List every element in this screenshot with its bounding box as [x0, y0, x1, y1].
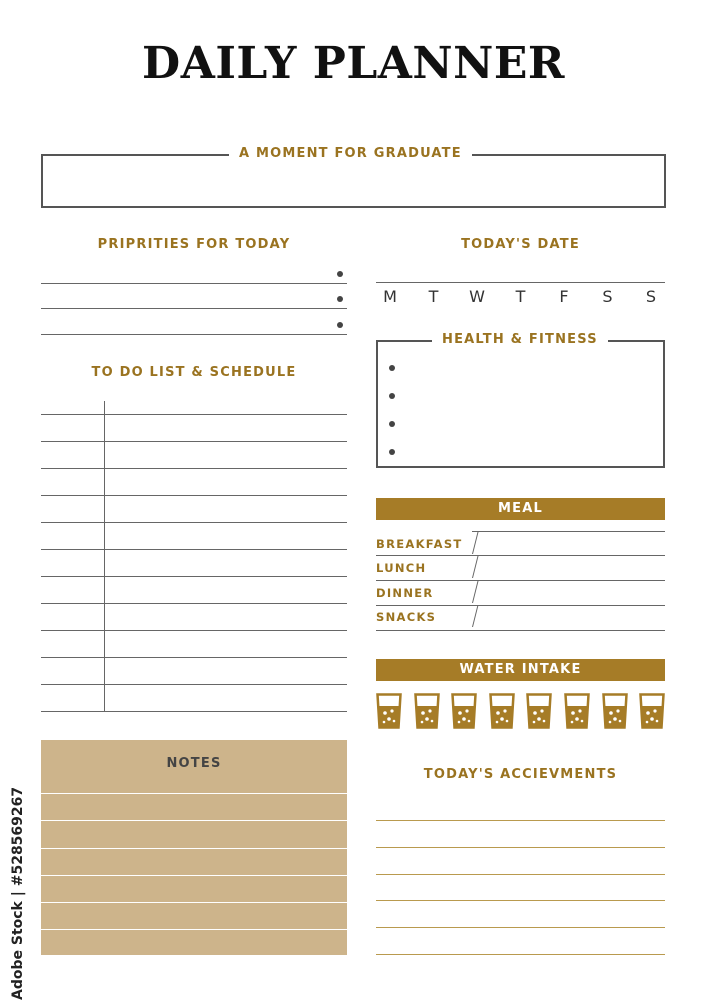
notes-line[interactable] [41, 902, 347, 903]
achievement-line[interactable] [376, 820, 665, 821]
health-bullet [389, 421, 395, 427]
weekday-3[interactable]: T [515, 287, 526, 306]
priority-bullet [337, 271, 343, 277]
stock-watermark: Adobe Stock | #528569267 [10, 786, 26, 1000]
todo-row-line[interactable] [41, 414, 347, 415]
meal-divider [472, 556, 478, 578]
weekday-5[interactable]: S [602, 287, 613, 306]
todo-row-line[interactable] [41, 603, 347, 604]
priority-line[interactable] [41, 334, 347, 335]
health-bullet [389, 365, 395, 371]
priorities-heading: PRIPRITIES FOR TODAY [97, 237, 291, 252]
moment-box[interactable] [41, 154, 666, 208]
todo-row-line[interactable] [41, 495, 347, 496]
health-heading: HEALTH & FITNESS [432, 332, 608, 347]
moment-heading: A MOMENT FOR GRADUATE [229, 146, 472, 161]
health-bullet [389, 449, 395, 455]
priority-bullet [337, 296, 343, 302]
water-glass-icon[interactable] [451, 693, 477, 729]
weekday-2[interactable]: W [469, 287, 485, 306]
todo-row-line[interactable] [41, 549, 347, 550]
achievement-line[interactable] [376, 927, 665, 928]
meal-label-dinner: DINNER [376, 586, 434, 600]
achievements-heading: TODAY'S ACCIEVMENTS [423, 767, 618, 782]
priority-line[interactable] [41, 283, 347, 284]
water-glass-icon[interactable] [489, 693, 515, 729]
meal-header-bar: MEAL [376, 498, 665, 520]
meal-label-snacks: SNACKS [376, 610, 437, 624]
todo-heading: TO DO LIST & SCHEDULE [91, 365, 297, 380]
todo-row-line[interactable] [41, 522, 347, 523]
meal-line[interactable] [376, 580, 665, 581]
achievement-line[interactable] [376, 954, 665, 955]
priority-bullet [337, 322, 343, 328]
schedule-divider [104, 401, 105, 711]
achievement-line[interactable] [376, 874, 665, 875]
notes-line[interactable] [41, 820, 347, 821]
meal-divider [472, 532, 478, 554]
health-box[interactable] [376, 340, 665, 468]
notes-heading: NOTES [166, 756, 222, 771]
todo-row-line[interactable] [41, 468, 347, 469]
weekday-6[interactable]: S [645, 287, 657, 306]
todo-row-line[interactable] [41, 630, 347, 631]
date-heading: TODAY'S DATE [461, 237, 580, 252]
water-glass-icon[interactable] [376, 693, 402, 729]
water-glass-icon[interactable] [639, 693, 665, 729]
weekday-4[interactable]: F [559, 287, 569, 306]
water-glass-icon[interactable] [564, 693, 590, 729]
date-line[interactable] [376, 282, 665, 283]
water-glass-icon[interactable] [414, 693, 440, 729]
todo-row-line[interactable] [41, 684, 347, 685]
notes-line[interactable] [41, 875, 347, 876]
notes-line[interactable] [41, 848, 347, 849]
water-glass-icon[interactable] [602, 693, 628, 729]
meal-divider [472, 605, 478, 627]
page-title: DAILY PLANNER [142, 38, 565, 89]
achievement-line[interactable] [376, 847, 665, 848]
meal-label-breakfast: BREAKFAST [376, 537, 463, 551]
meal-label-lunch: LUNCH [376, 561, 427, 575]
water-glass-icon[interactable] [526, 693, 552, 729]
water-header-bar: WATER INTAKE [376, 659, 665, 681]
notes-line[interactable] [41, 929, 347, 930]
notes-line[interactable] [41, 793, 347, 794]
meal-divider [472, 581, 478, 603]
todo-row-line[interactable] [41, 711, 347, 712]
meal-line[interactable] [376, 630, 665, 631]
achievement-line[interactable] [376, 900, 665, 901]
todo-row-line[interactable] [41, 657, 347, 658]
weekday-0[interactable]: M [383, 287, 397, 306]
meal-line[interactable] [376, 555, 665, 556]
meal-line[interactable] [472, 531, 665, 532]
health-bullet [389, 393, 395, 399]
todo-row-line[interactable] [41, 441, 347, 442]
meal-line[interactable] [376, 605, 665, 606]
priority-line[interactable] [41, 308, 347, 309]
weekday-1[interactable]: T [428, 287, 439, 306]
todo-row-line[interactable] [41, 576, 347, 577]
